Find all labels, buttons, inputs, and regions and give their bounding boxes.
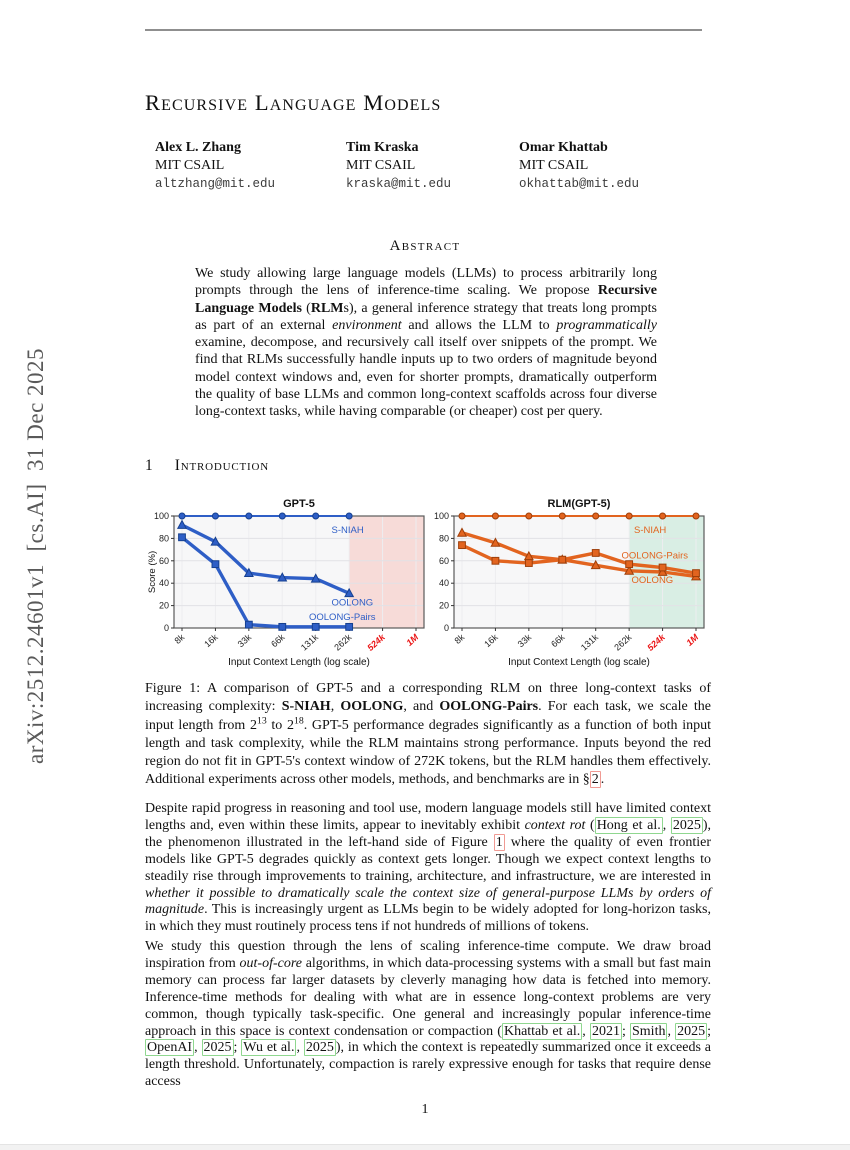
series-label-OOLONG-Pairs: OOLONG-Pairs (309, 612, 376, 624)
text-run: ; (233, 1040, 242, 1056)
author-name: Omar Khattab (519, 140, 608, 155)
citation-link[interactable]: 2025 (305, 1040, 334, 1056)
marker-circle (179, 513, 185, 519)
author-affiliation: MIT CSAIL (346, 158, 416, 173)
figure-1-caption (145, 680, 711, 790)
text-run: OOLONG-Pairs (439, 699, 539, 715)
superscript: 18 (293, 714, 304, 726)
x-tick-label: 524k (645, 632, 667, 653)
x-tick-label: 16k (202, 632, 220, 650)
series-label-OOLONG: OOLONG (331, 597, 374, 609)
marker-square (492, 557, 499, 564)
marker-square (179, 534, 186, 541)
marker-circle (693, 513, 699, 519)
marker-square (693, 570, 700, 577)
abstract-text (195, 265, 657, 421)
marker-square (559, 556, 566, 563)
text-run: , (667, 1023, 676, 1039)
author-1 (155, 140, 346, 191)
series-label-OOLONG: OOLONG (631, 575, 674, 587)
x-tick-label: 8k (452, 632, 467, 646)
y-tick-label: 20 (158, 600, 169, 611)
marker-circle (660, 513, 666, 519)
author-affiliation: MIT CSAIL (519, 158, 589, 173)
figure1-chart-gpt5 (148, 496, 428, 677)
series-label-S-NIAH: S-NIAH (331, 524, 364, 536)
text-run: . This is increasingly urgent as LLMs begin to be widely adopted for long-horizon tasks, in which they must routinely process tens if not hundreds of millions of tokens. (145, 902, 711, 935)
x-tick-label: 524k (365, 632, 387, 653)
chart-title: RLM(GPT-5) (547, 498, 611, 510)
marker-circle (459, 513, 465, 519)
arxiv-watermark: arXiv:2512.24601v1 [cs.AI] 31 Dec 2025 (23, 347, 48, 765)
ref-link[interactable]: 2 (591, 772, 599, 788)
y-tick-label: 60 (158, 555, 169, 566)
citation-link[interactable]: Khattab et al. (503, 1023, 581, 1039)
text-run: . (600, 772, 605, 788)
text-run: ( (301, 300, 311, 316)
intro-paragraph-2 (145, 939, 711, 1091)
text-run: examine, decompose, and recursively call itself over snippets of the prompt. We find that RLMs successfully handle inputs up to two orders of magnitude beyond model context windows and, even for shorter prompts, dramatically outperform the quality of base LLMs and common long-context scaffolds across four diverse long-context tasks, while having comparable (or cheaper) cost per query. (195, 335, 657, 420)
text-run: , (194, 1040, 202, 1056)
marker-square (626, 561, 633, 568)
marker-circle (526, 513, 532, 519)
text-run: OOLONG (340, 699, 404, 715)
section-1-heading (145, 457, 269, 475)
citation-link[interactable]: 2025 (677, 1023, 706, 1039)
text-run: ( (585, 817, 595, 833)
author-email: kraska@mit.edu (346, 177, 452, 191)
text-run: s), a general inference strategy that treats long prompts as part of an external (195, 300, 658, 333)
marker-circle (559, 513, 565, 519)
marker-square (245, 621, 252, 628)
citation-link[interactable]: OpenAI (147, 1040, 193, 1056)
figure-1 (145, 494, 711, 672)
text-run: Figure 1: A comparison of GPT-5 and a corresponding RLM on three long-context tasks of increasing complexity: (145, 681, 711, 715)
text-run: Recursive Language Models (195, 283, 657, 316)
x-tick-label: 1M (684, 632, 701, 648)
x-tick-label: 33k (515, 632, 534, 650)
text-run: . GPT-5 performance degrades significantly as a function of both input length and task complexity, while the RLM maintains strong performance. Inputs beyond the red region do not fit in GPT-5's context window of 272K tokens, but the RLM handles them effectively. Additional experiments across other models, methods, and benchmarks are in § (145, 717, 711, 788)
x-tick-label: 33k (235, 632, 254, 650)
section-number: 1 (145, 457, 153, 474)
y-tick-label: 40 (158, 578, 169, 589)
text-run: to 2 (266, 717, 294, 733)
citation-link[interactable]: Smith (632, 1023, 666, 1039)
text-run: algorithms, in which data-processing systems with a small but fast main memory can process far larger datasets by cleverly managing how data is fetched into memory. Inference-time methods for dealing with what are in essence long-context problems are very common, though typically task-specific. One general and increasingly popular inference-time approach in this space is context condensation or compaction ( (145, 955, 711, 1039)
text-run: environment (332, 317, 402, 333)
page-bottom-edge (0, 1144, 850, 1150)
x-axis-title: Input Context Length (log scale) (228, 657, 370, 668)
y-tick-label: 0 (163, 623, 169, 633)
section-title: Introduction (174, 457, 269, 474)
x-tick-label: 66k (269, 632, 287, 650)
marker-circle (212, 513, 218, 519)
author-block (155, 140, 711, 191)
text-run: ), in which the context is repeatedly summarized once it exceeds a length threshold. Unfortunately, compaction is rarely expressive enough for tasks that require dense access (145, 1040, 712, 1090)
x-tick-label: 1M (404, 632, 421, 648)
ref-link[interactable]: 1 (495, 834, 503, 850)
text-run: whether it possible to dramatically scale the context size of general-purpose LLMs by orders of magnitude (145, 885, 711, 918)
x-tick-label: 131k (298, 632, 321, 653)
marker-square (659, 564, 666, 571)
citation-link[interactable]: 2021 (591, 1023, 620, 1039)
text-run: . For each task, we scale the input length from 2 (145, 699, 711, 733)
marker-circle (492, 513, 498, 519)
marker-circle (593, 513, 599, 519)
marker-circle (346, 513, 352, 519)
text-run: We study this question through the lens of scaling inference-time compute. We draw broad inspiration from (145, 939, 711, 971)
author-3 (519, 140, 639, 191)
intro-paragraph-1 (145, 801, 711, 936)
paper-title: Recursive Language Models (145, 90, 442, 115)
x-tick-label: 262k (332, 632, 354, 653)
chart-title: GPT-5 (283, 498, 315, 510)
text-run: ; (621, 1023, 630, 1039)
text-run: programmatically (556, 317, 658, 333)
text-run: RLM (310, 300, 344, 316)
text-run: ; (707, 1023, 712, 1039)
y-tick-label: 40 (438, 578, 449, 589)
y-tick-label: 100 (153, 511, 169, 521)
marker-square (459, 542, 466, 549)
y-tick-label: 100 (433, 511, 449, 521)
abstract-heading: Abstract (389, 238, 461, 254)
superscript: 13 (256, 714, 267, 726)
y-tick-label: 80 (438, 533, 449, 544)
x-tick-label: 66k (549, 632, 567, 650)
y-tick-label: 80 (158, 533, 169, 544)
marker-circle (246, 513, 252, 519)
text-run: context rot (524, 817, 586, 833)
text-run: ), the phenomenon illustrated in the left-hand side of Figure (145, 817, 711, 850)
author-name: Alex L. Zhang (155, 140, 241, 155)
text-run: We study allowing large language models (LLMs) to process arbitrarily long prompts through the lens of inference-time scaling. We propose (195, 266, 657, 299)
x-tick-label: 8k (172, 632, 187, 646)
citation-link[interactable]: Hong et al. (596, 817, 661, 833)
chart-svg (428, 496, 708, 672)
text-run: where the quality of even frontier models like GPT-5 degrades quickly as context gets longer. Though we expect context lengths to steadily rise through improvements to training, architecture, and infrastructure, we are interested in (145, 834, 711, 884)
author-affiliation: MIT CSAIL (155, 158, 225, 173)
marker-square (212, 561, 219, 568)
text-run: , (330, 699, 341, 715)
marker-circle (279, 513, 285, 519)
text-run: and allows the LLM to (401, 317, 557, 333)
y-tick-label: 60 (438, 555, 449, 566)
author-email: okhattab@mit.edu (519, 177, 640, 191)
series-label-OOLONG-Pairs: OOLONG-Pairs (621, 550, 689, 562)
chart-svg (148, 496, 428, 672)
y-tick-label: 0 (443, 623, 449, 633)
citation-link[interactable]: 2025 (203, 1040, 232, 1056)
text-run: , (296, 1040, 304, 1056)
y-axis-title: Score (%) (148, 550, 158, 594)
marker-square (346, 623, 353, 630)
top-rule (145, 29, 702, 31)
citation-link[interactable]: Wu et al. (243, 1040, 295, 1056)
text-run: out-of-core (239, 955, 302, 971)
page-number: 1 (421, 1102, 429, 1117)
marker-square (279, 623, 286, 630)
x-tick-label: 131k (578, 632, 601, 653)
marker-square (312, 623, 319, 630)
author-email: altzhang@mit.edu (155, 177, 276, 191)
text-run: , and (403, 699, 440, 715)
marker-square (592, 550, 599, 557)
marker-square (525, 560, 532, 567)
text-run: S-NIAH (281, 699, 331, 715)
author-name: Tim Kraska (346, 140, 419, 155)
text-run: , (662, 817, 671, 833)
text-run: Despite rapid progress in reasoning and tool use, modern language models still have limited context lengths and, even within these limits, appear to inevitably exhibit (145, 801, 711, 833)
series-label-S-NIAH: S-NIAH (634, 524, 667, 536)
text-run: , (582, 1023, 590, 1039)
figure1-chart-rlm-gpt5 (428, 496, 708, 677)
marker-circle (313, 513, 319, 519)
x-tick-label: 16k (482, 632, 500, 650)
x-axis-title: Input Context Length (log scale) (508, 657, 650, 668)
author-2 (346, 140, 519, 191)
x-tick-label: 262k (612, 632, 634, 653)
citation-link[interactable]: 2025 (672, 817, 701, 833)
marker-circle (626, 513, 632, 519)
y-tick-label: 20 (438, 600, 449, 611)
